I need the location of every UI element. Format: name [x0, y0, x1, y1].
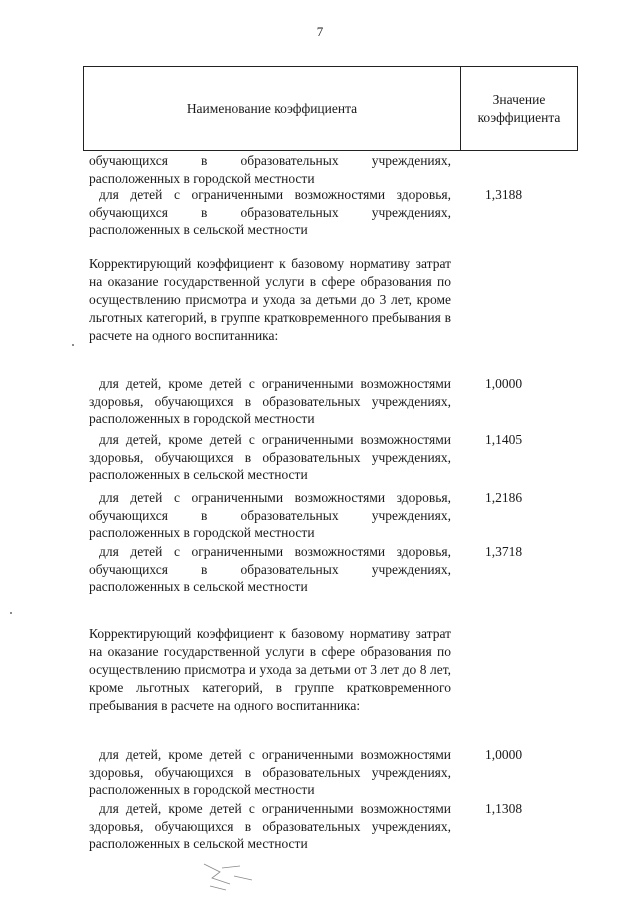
row-value: 1,1405 [485, 432, 523, 447]
table-row [89, 543, 559, 596]
page-number: 7 [316, 24, 324, 39]
row-text: для детей с ограниченными возможностями здоровья, обучающихся в образовательных учреждениях, расположенных в сельской местности [89, 187, 451, 237]
table-row [89, 152, 559, 187]
scan-speck [72, 344, 74, 346]
row-value: 1,3188 [485, 187, 523, 202]
row-text: для детей с ограниченными возможностями здоровья, обучающихся в образовательных учреждениях, расположенных в сельской местности [89, 544, 451, 594]
table-row [89, 746, 559, 799]
table-header [83, 66, 578, 151]
column-header-value-line2: коэффициента [477, 109, 561, 125]
row-text: для детей, кроме детей с ограниченными возможностями здоровья, обучающихся в образовательных учреждениях, расположенных в сельской местности [89, 432, 451, 482]
table-row [89, 800, 559, 853]
scan-mark-icon [200, 858, 270, 892]
row-text: для детей, кроме детей с ограниченными возможностями здоровья, обучающихся в образовательных учреждениях, расположенных в сельской местности [89, 801, 451, 851]
row-text: для детей, кроме детей с ограниченными возможностями здоровья, обучающихся в образовательных учреждениях, расположенных в городской местности [89, 747, 451, 797]
row-text: для детей с ограниченными возможностями здоровья, обучающихся в образовательных учреждениях, расположенных в городской местности [89, 490, 451, 540]
table-row [89, 186, 559, 239]
row-value: 1,0000 [485, 376, 523, 391]
column-header-value-line1: Значение [492, 91, 546, 107]
table-row [89, 431, 559, 484]
row-value: 1,3718 [485, 544, 523, 559]
column-header-name: Наименование коэффициента [84, 67, 461, 150]
table-row [89, 375, 559, 428]
table-row [89, 489, 559, 542]
row-text: для детей, кроме детей с ограниченными возможностями здоровья, обучающихся в образовательных учреждениях, расположенных в городской местности [89, 376, 451, 426]
section-intro: Корректирующий коэффициент к базовому нормативу затрат на оказание государственной услуги в сфере образования по осуществлению присмотра и ухода за детьми от 3 лет до 8 лет, кроме льготных категорий, в группе кратковременного пребывания в расчете на одного воспитанника: [89, 626, 451, 713]
row-text: обучающихся в образовательных учреждениях, расположенных в городской местности [89, 153, 451, 186]
scan-speck [10, 612, 12, 614]
row-value: 1,0000 [485, 747, 523, 762]
row-value: 1,1308 [485, 801, 523, 816]
column-header-value [461, 67, 577, 150]
section-intro: Корректирующий коэффициент к базовому нормативу затрат на оказание государственной услуги в сфере образования по осуществлению присмотра и ухода за детьми до 3 лет, кроме льготных категорий, в группе кратковременного пребывания в расчете на одного воспитанника: [89, 256, 451, 343]
row-value: 1,2186 [485, 490, 523, 505]
